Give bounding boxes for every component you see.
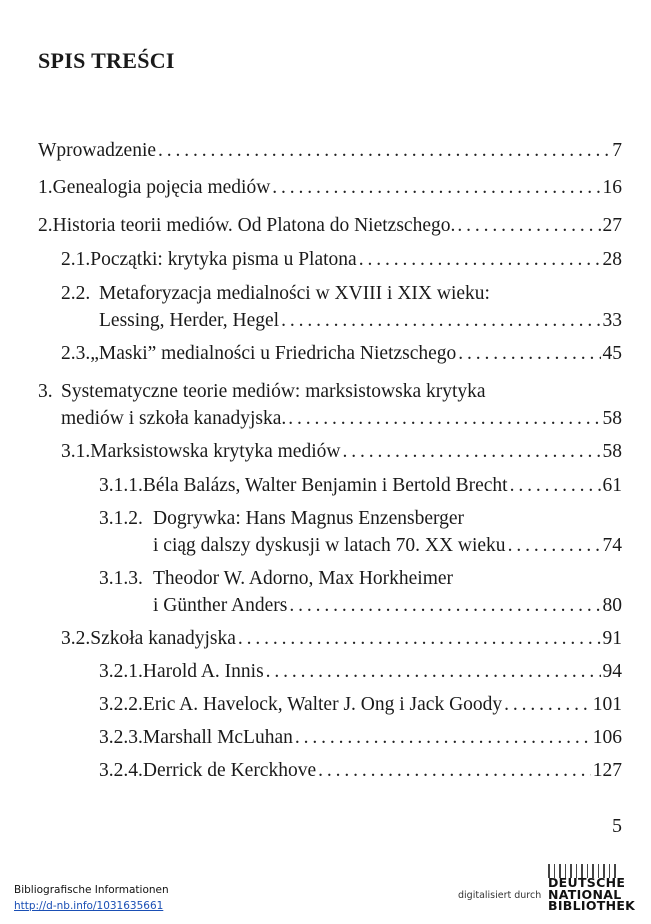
toc-entry-title: Historia teorii mediów. Od Platona do Nietzschego.: [52, 215, 456, 236]
toc-entry-title: Szkoła kanadyjska: [90, 628, 236, 649]
toc-entry: [38, 176, 622, 200]
toc-entry: [99, 693, 622, 717]
dnb-logo-line: BIBLIOTHEK: [548, 898, 636, 913]
dot-leader: [359, 248, 601, 272]
dot-leader: [504, 693, 591, 717]
toc-entry-number: 3.1.: [61, 441, 91, 462]
toc-entry-title: Eric A. Havelock, Walter J. Ong i Jack Goody: [142, 694, 503, 715]
toc-entry-page: 33: [602, 310, 622, 331]
toc-entry-first-line: [99, 567, 453, 591]
toc-entry-page: 80: [602, 595, 622, 616]
toc-entry-title: Béla Balázs, Walter Benjamin i Bertold Brecht: [142, 475, 508, 496]
dot-leader: [457, 214, 600, 238]
toc-entry-number: 2.1.: [61, 249, 91, 270]
toc-entry-number: 3.: [38, 381, 53, 402]
toc-entry-page: 91: [602, 628, 622, 649]
toc-entry-number: 2.: [38, 215, 53, 236]
toc-entry-number: 3.2.: [61, 628, 91, 649]
dot-leader: [295, 726, 591, 750]
toc-entry-title-line1: Theodor W. Adorno, Max Horkheimer: [153, 568, 454, 589]
dot-leader: [342, 440, 600, 464]
dnb-logo-line: DEUTSCHE: [548, 875, 626, 890]
toc-entry-title-line1: Systematyczne teorie mediów: marksistowska krytyka: [61, 381, 486, 402]
bibliographic-info-label: Bibliografische Informationen: [14, 884, 169, 896]
page-title: SPIS TREŚCI: [38, 48, 175, 73]
bibliographic-info: [14, 882, 169, 914]
toc-entry: [99, 309, 622, 333]
toc-entry-page: 16: [602, 177, 622, 198]
digitization-credit: [458, 860, 643, 920]
dnb-logo-line: NATIONAL: [548, 886, 622, 902]
toc-entry-page: 127: [592, 760, 622, 781]
toc-entry-title: Harold A. Innis: [142, 661, 264, 682]
toc-entry-number: 3.1.2.: [99, 508, 143, 529]
dnb-logo: [548, 860, 643, 920]
toc-entry-number: 3.2.4.: [99, 760, 143, 781]
toc-entry-page: 7: [612, 140, 622, 161]
toc-entry-title: „Maski” medialności u Friedricha Nietzschego: [90, 343, 457, 364]
toc-entry: [153, 534, 622, 558]
page-number: 5: [612, 815, 622, 837]
toc-entry-page: 61: [602, 475, 622, 496]
dot-leader: [289, 594, 600, 618]
dot-leader: [458, 342, 600, 366]
toc-entry: [61, 407, 622, 431]
dot-leader: [281, 309, 600, 333]
toc-entry-page: 45: [602, 343, 622, 364]
toc-entry-title: Derrick de Kerckhove: [142, 760, 317, 781]
toc-entry-number: 1.: [38, 177, 53, 198]
dnb-logo-text: [548, 877, 635, 912]
dot-leader: [288, 407, 600, 431]
toc-entry-page: 94: [602, 661, 622, 682]
dot-leader: [158, 139, 610, 163]
toc-entry-title: i ciąg dalszy dyskusji w latach 70. XX wieku: [153, 535, 506, 556]
toc-entry-page: 106: [592, 727, 622, 748]
toc-entry: [61, 342, 622, 366]
toc-entry-first-line: [38, 380, 486, 404]
toc-entry: [61, 248, 622, 272]
toc-entry-number: 3.2.3.: [99, 727, 143, 748]
toc-entry-title-line1: Metaforyzacja medialności w XVIII i XIX wieku:: [99, 283, 490, 304]
toc-entry-title: Marksistowska krytyka mediów: [90, 441, 341, 462]
toc-entry-page: 101: [592, 694, 622, 715]
toc-entry-title-line1: Dogrywka: Hans Magnus Enzensberger: [153, 508, 465, 529]
toc-entry-first-line: [99, 507, 464, 531]
toc-entry-number: 2.2.: [61, 283, 91, 304]
dot-leader: [238, 627, 601, 651]
toc-entry-title: mediów i szkoła kanadyjska.: [61, 408, 287, 429]
dot-leader: [510, 474, 601, 498]
digitized-by-label: digitalisiert durch: [458, 890, 542, 901]
toc-entry-page: 74: [602, 535, 622, 556]
toc-entry: [99, 759, 622, 783]
toc-entry-page: 58: [602, 408, 622, 429]
toc-entry: [99, 726, 622, 750]
toc-entry: [38, 139, 622, 163]
toc-entry-number: 3.1.3.: [99, 568, 143, 589]
toc-entry-title: Marshall McLuhan: [142, 727, 293, 748]
toc-entry-title: Genealogia pojęcia mediów: [52, 177, 271, 198]
toc-entry-first-line: [61, 282, 490, 306]
toc-entry-number: 3.2.2.: [99, 694, 143, 715]
toc-entry-number: 2.3.: [61, 343, 91, 364]
toc-entry-page: 27: [602, 215, 622, 236]
toc-entry-page: 58: [602, 441, 622, 462]
toc-entry-number: 3.1.1.: [99, 475, 143, 496]
toc-entry: [38, 214, 622, 238]
dot-leader: [266, 660, 601, 684]
toc-entry: [61, 440, 622, 464]
toc-entry: [99, 474, 622, 498]
toc-entry: [61, 627, 622, 651]
dot-leader: [272, 176, 600, 200]
dot-leader: [508, 534, 601, 558]
toc-entry-page: 28: [602, 249, 622, 270]
toc-entry: [153, 594, 622, 618]
toc-entry-number: 3.2.1.: [99, 661, 143, 682]
toc-entry-title: Wprowadzenie: [38, 140, 157, 161]
toc-entry-title: i Günther Anders: [153, 595, 288, 616]
bibliographic-info-link[interactable]: http://d-nb.info/1031635661: [14, 900, 164, 912]
toc-entry-title: Lessing, Herder, Hegel: [99, 310, 280, 331]
dot-leader: [318, 759, 591, 783]
toc-entry: [99, 660, 622, 684]
toc-entry-title: Początki: krytyka pisma u Platona: [90, 249, 357, 270]
